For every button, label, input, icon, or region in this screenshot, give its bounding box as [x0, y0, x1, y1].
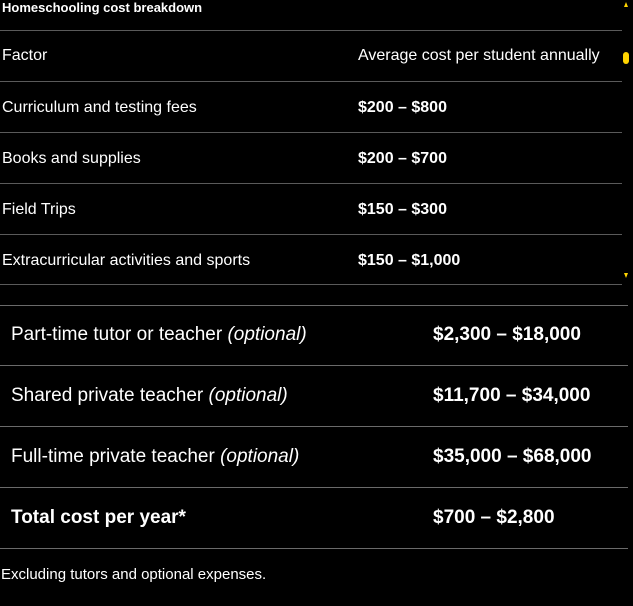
table-row [0, 366, 628, 427]
factor-cell: Curriculum and testing fees [2, 99, 197, 116]
cost-cell: $200 – $800 [358, 99, 447, 116]
table-row [0, 81, 622, 132]
total-row [0, 488, 628, 549]
cost-cell: $150 – $300 [358, 201, 447, 218]
factor-cell: Books and supplies [2, 150, 141, 167]
table-caption: Homeschooling cost breakdown [2, 0, 203, 15]
factor-label: Part-time tutor or teacher [11, 324, 228, 345]
factor-label: Full-time private teacher [11, 446, 221, 467]
table-row [0, 183, 622, 234]
header-cost: Average cost per student annually [358, 47, 600, 64]
header-factor: Factor [2, 47, 48, 64]
cost-cell: $35,000 – $68,000 [433, 446, 592, 467]
optional-note: (optional) [220, 446, 300, 467]
scrollbar-thumb[interactable] [623, 52, 629, 64]
factor-label: Shared private teacher [11, 385, 209, 406]
vertical-scrollbar[interactable] [622, 0, 633, 282]
tutor-cost-table [0, 305, 628, 549]
factor-cell [11, 385, 288, 407]
cost-cell: $200 – $700 [358, 150, 447, 167]
table-row [0, 427, 628, 488]
scroll-up-arrow-icon[interactable] [624, 2, 628, 7]
factor-cell: Field Trips [2, 201, 76, 218]
cost-cell: $150 – $1,000 [358, 252, 461, 269]
footnote: Excluding tutors and optional expenses. [1, 566, 267, 583]
cost-table [0, 30, 622, 285]
total-cost: $700 – $2,800 [433, 507, 555, 528]
factor-cell: Extracurricular activities and sports [2, 252, 251, 269]
table-row [0, 132, 622, 183]
table-header-row [0, 30, 622, 81]
factor-cell [11, 446, 299, 468]
cost-cell: $11,700 – $34,000 [433, 385, 591, 406]
optional-note: (optional) [208, 385, 288, 406]
factor-cell [11, 324, 307, 346]
scroll-down-arrow-icon[interactable] [624, 273, 628, 278]
table-row [0, 234, 622, 285]
table-row [0, 305, 628, 366]
total-label: Total cost per year* [11, 507, 186, 528]
cost-cell: $2,300 – $18,000 [433, 324, 581, 345]
optional-note: (optional) [227, 324, 307, 345]
scroll-panel[interactable] [0, 0, 633, 282]
